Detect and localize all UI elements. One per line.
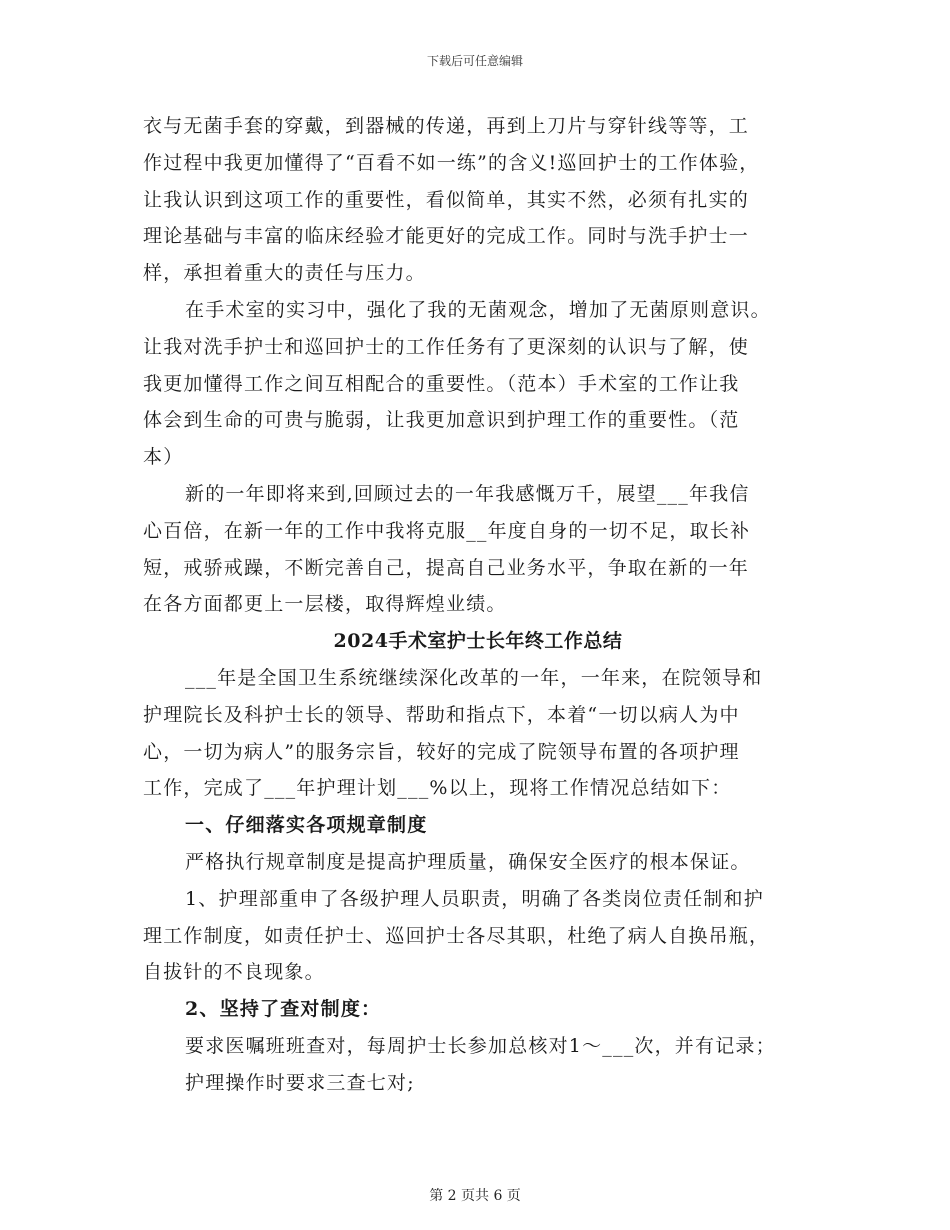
text-line: 心百倍，在新一年的工作中我将克服__年度自身的一切不足，取长补 [143, 519, 751, 542]
text-line: 让我对洗手护士和巡回护士的工作任务有了更深刻的认识与了解，使 [143, 335, 750, 358]
text-line: 理论基础与丰富的临床经验才能更好的完成工作。同时与洗手护士一 [143, 225, 750, 248]
text-line: 1、护理部重申了各级护理人员职责，明确了各类岗位责任制和护 [185, 887, 764, 910]
section-heading: 2、坚持了查对制度： [185, 998, 382, 1021]
text-line: 体会到生命的可贵与脆弱，让我更加意识到护理工作的重要性。（范 [143, 409, 740, 432]
text-line: 护理操作时要求三查七对; [185, 1071, 415, 1094]
text-line: 本） [143, 446, 184, 469]
text-line: 在各方面都更上一层楼，取得辉煌业绩。 [143, 593, 507, 616]
text-line: 短，戒骄戒躁，不断完善自己，提高自己业务水平，争取在新的一年 [143, 556, 750, 579]
text-line: 在手术室的实习中，强化了我的无菌观念，增加了无菌原则意识。 [185, 298, 771, 321]
text-line: 新的一年即将来到,回顾过去的一年我感慨万千，展望___年我信 [185, 482, 750, 505]
document-body [143, 108, 813, 1102]
section-heading: 一、仔细落实各项规章制度 [185, 814, 428, 837]
page-header: 下载后可任意编辑 [426, 54, 523, 68]
text-line: ___年是全国卫生系统继续深化改革的一年，一年来，在院领导和 [185, 666, 763, 689]
text-line: 要求医嘱班班查对，每周护士长参加总核对1～___次，并有记录； [185, 1034, 776, 1057]
text-line: 衣与无菌手套的穿戴，到器械的传递，再到上刀片与穿针线等等，工 [143, 115, 750, 137]
section-title: 2024手术室护士长年终工作总结 [333, 630, 623, 653]
page-footer: 第 2 页共 6 页 [429, 1188, 521, 1204]
text-line: 自拔针的不良现象。 [143, 961, 325, 984]
text-line: 护理院长及科护士长的领导、帮助和指点下，本着“一切以病人为中 [143, 703, 740, 726]
text-line: 工作，完成了___年护理计划___%以上，现将工作情况总结如下： [143, 777, 732, 800]
text-line: 样，承担着重大的责任与压力。 [143, 262, 426, 285]
text-line: 严格执行规章制度是提高护理质量，确保安全医疗的根本保证。 [185, 850, 751, 873]
text-line: 让我认识到这项工作的重要性，看似简单，其实不然，必须有扎实的 [143, 188, 750, 211]
text-line: 作过程中我更加懂得了“百看不如一练”的含义!巡回护士的工作体验， [143, 151, 760, 174]
text-line: 我更加懂得工作之间互相配合的重要性。（范本）手术室的工作让我 [143, 372, 740, 395]
text-line: 心，一切为病人”的服务宗旨，较好的完成了院领导布置的各项护理 [143, 740, 740, 763]
text-line: 理工作制度，如责任护士、巡回护士各尽其职，杜绝了病人自换吊瓶， [143, 924, 770, 947]
